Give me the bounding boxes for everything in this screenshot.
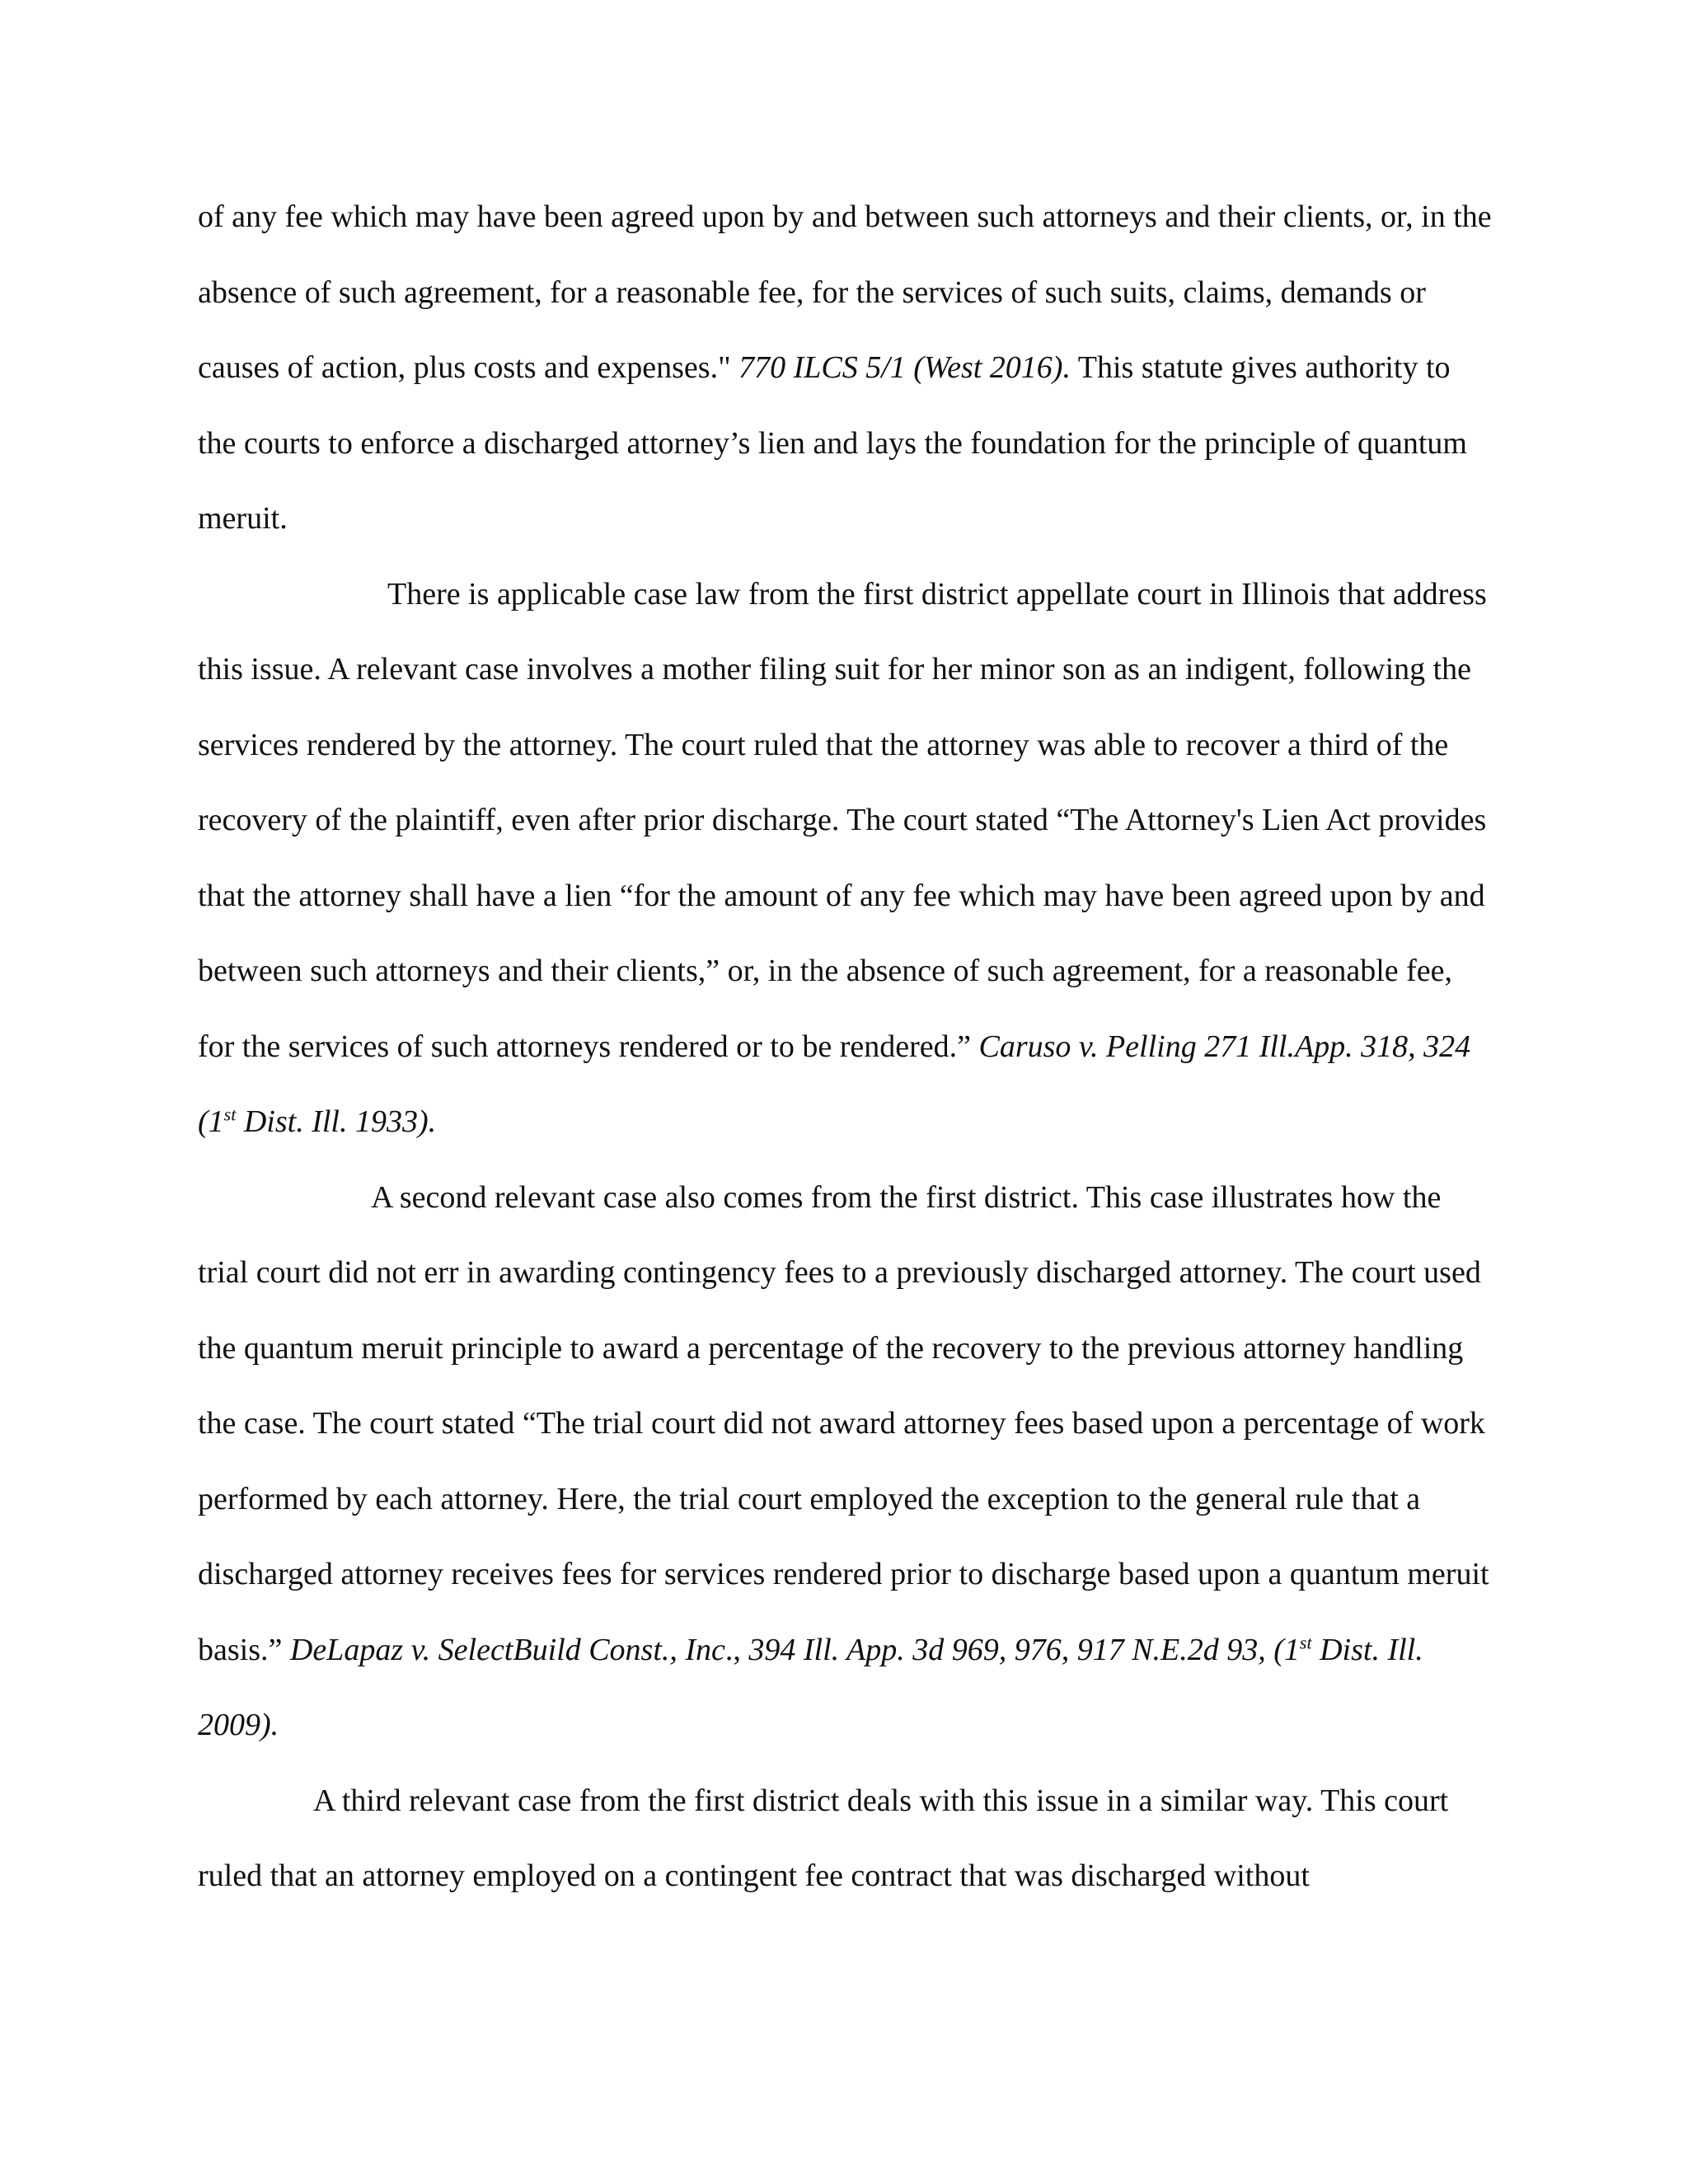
paragraph-statute xyxy=(198,180,1492,557)
citation-superscript: st xyxy=(223,1104,237,1125)
paragraph-text-continued: This statute gives authority to the courts to enforce a discharged attorney’s lien and lays the foundation for the principle of quantum meruit. xyxy=(198,350,1467,536)
citation-punctuation: ., xyxy=(724,1632,741,1667)
paragraph-text: of any fee which may have been agreed upon by and between such attorneys and their clients, or, in the absence of such agreement, for a reasonable fee, for the services of such suits, claims, demands or causes of action, plus costs and expenses." xyxy=(198,199,1492,385)
citation-part: Dist. Ill. 1933). xyxy=(236,1104,437,1139)
paragraph-delapaz xyxy=(198,1160,1492,1764)
paragraph-text: A third relevant case from the first district deals with this issue in a similar way. This court ruled that an attorney employed on a contingent fee contract that was discharged without xyxy=(198,1783,1449,1893)
body-text xyxy=(198,180,1492,1915)
paragraph-text: There is applicable case law from the first district appellate court in Illinois that address this issue. A relevant case involves a mother filing suit for her minor son as an indigent, following the services rendered by the attorney. The court ruled that the attorney was able to recover a third of the recovery of the plaintiff, even after prior discharge. The court stated “The Attorney's Lien Act provides that the attorney shall have a lien “for the amount of any fee which may have been agreed upon by and between such attorneys and their clients,” or, in the absence of such agreement, for a reasonable fee, for the services of such attorneys rendered or to be rendered.” xyxy=(198,576,1487,1064)
paragraph-text: A second relevant case also comes from the first district. This case illustrates how the trial court did not err in awarding contingency fees to a previously discharged attorney. The court used the quantum meruit principle to award a percentage of the recovery to the previous attorney handling the case. The court stated “The trial court did not award attorney fees based upon a percentage of work performed by each attorney. Here, the trial court employed the exception to the general rule that a discharged attorney receives fees for services rendered prior to discharge based upon a quantum meruit basis.” xyxy=(198,1179,1489,1667)
citation-part: Dist. Ill. 2009). xyxy=(198,1632,1423,1742)
citation-superscript: st xyxy=(1299,1631,1312,1652)
paragraph-third-case xyxy=(198,1764,1492,1915)
citation-part: Caruso v. Pelling 271 Ill.App. 318, 324 (1 xyxy=(198,1029,1471,1139)
case-citation-delapaz xyxy=(290,1633,725,1667)
statute-citation: 770 ILCS 5/1 (West 2016). xyxy=(738,350,1071,385)
paragraph-caruso xyxy=(198,557,1492,1160)
citation-part: 394 Ill. App. 3d 969, 976, 917 N.E.2d 93, (1 xyxy=(740,1632,1300,1667)
citation-part: DeLapaz v. SelectBuild Const., Inc xyxy=(289,1632,725,1667)
